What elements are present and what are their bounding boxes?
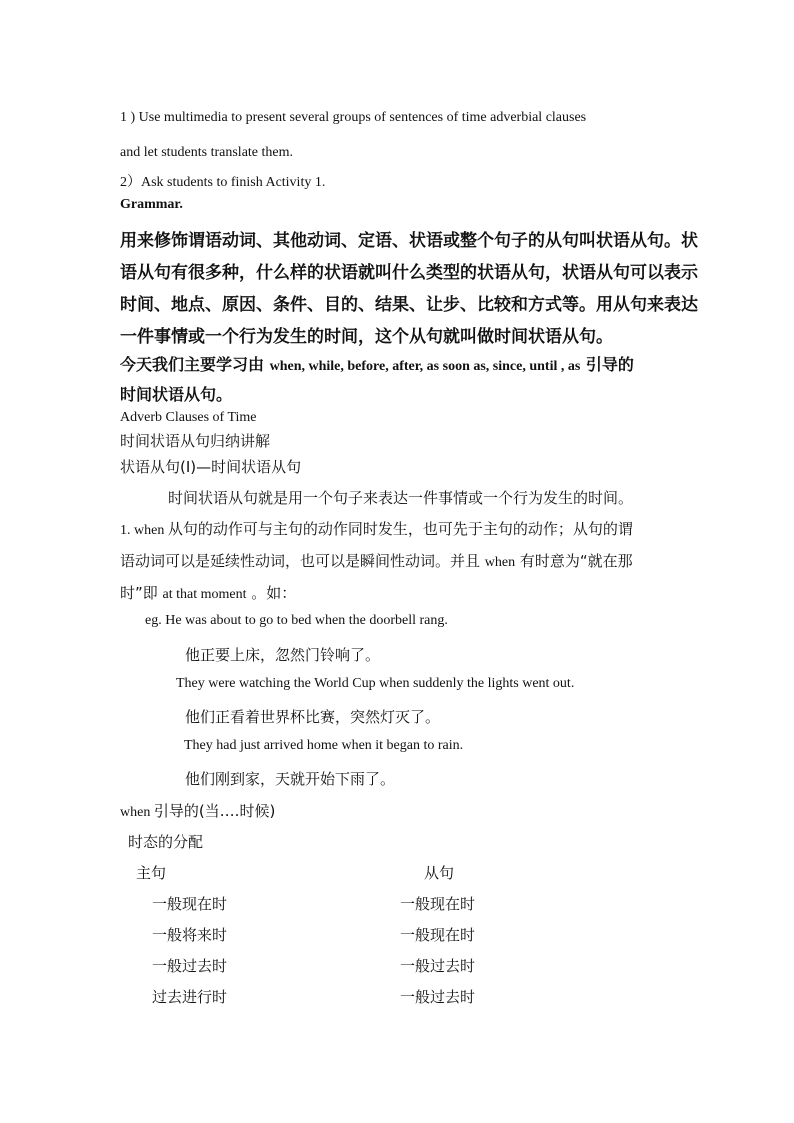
section-subtitle: 状语从句(Ⅰ)—时间状语从句 — [120, 458, 302, 476]
grammar-paragraph-line2: 语从句有很多种，什么样的状语就叫什么类型的状语从句，状语从句可以表示 — [120, 263, 698, 283]
point1-line1-cn: 从句的动作可与主句的动作同时发生，也可先于主句的动作；从句的谓 — [167, 520, 633, 538]
step1-line2: and let students translate them. — [120, 145, 294, 160]
point1-line1 — [120, 518, 633, 539]
section-definition: 时间状语从句就是用一个句子来表达一件事情或一个行为发生的时间。 — [168, 489, 634, 507]
point1-line2-cn2: 有时意为“就在那 — [515, 552, 633, 570]
tense-header-main: 主句 — [136, 864, 167, 882]
grammar-paragraph-line3: 时间、地点、原因、条件、目的、结果、让步、比较和方式等。用从句来表达 — [120, 295, 698, 315]
when-note — [120, 800, 275, 821]
tense-row-sub: 一般过去时 — [400, 957, 476, 975]
point1-line3 — [120, 582, 296, 603]
point1-line3-cn: 时”即 — [120, 584, 163, 602]
example-2-cn: 他们正看着世界杯比赛，突然灯灭了。 — [185, 708, 441, 726]
section-title-en: Adverb Clauses of Time — [120, 410, 257, 425]
point1-line2-cn: 语动词可以是延续性动词，也可以是瞬间性动词。并且 — [120, 552, 485, 570]
example-1-cn: 他正要上床，忽然门铃响了。 — [185, 646, 381, 664]
today-line1 — [120, 352, 634, 375]
example-3-cn: 他们刚到家，天就开始下雨了。 — [185, 770, 396, 788]
tense-row-main: 一般现在时 — [152, 895, 228, 913]
point1-line1-en: 1. when — [120, 523, 168, 538]
tense-table-title: 时态的分配 — [128, 833, 204, 851]
tense-row-main: 一般过去时 — [152, 957, 228, 975]
step1-line1: 1 ) Use multimedia to present several groups of sentences of time adverbial clauses — [120, 110, 587, 125]
tense-row-sub: 一般现在时 — [400, 895, 476, 913]
today-line1-cn: 今天我们主要学习由 — [120, 355, 270, 374]
point1-line3-cn2: 。如： — [246, 584, 297, 602]
point1-line2 — [120, 550, 633, 571]
example-3-en: They had just arrived home when it began to rain. — [184, 738, 464, 753]
today-line1-en: when, while, before, after, as soon as, since, until , as — [269, 359, 581, 374]
point1-line2-en: when — [484, 555, 516, 570]
step2-line: 2）Ask students to finish Activity 1. — [120, 175, 326, 190]
today-line2: 时间状语从句。 — [120, 385, 233, 404]
tense-row-main: 过去进行时 — [152, 988, 228, 1006]
section-title-cn: 时间状语从句归纳讲解 — [120, 432, 271, 450]
example-1-en: eg. He was about to go to bed when the doorbell rang. — [145, 613, 448, 628]
tense-row-main: 一般将来时 — [152, 926, 228, 944]
grammar-heading: Grammar. — [120, 197, 183, 212]
point1-line3-en: at that moment — [162, 587, 247, 602]
grammar-paragraph-line4: 一件事情或一个行为发生的时间，这个从句就叫做时间状语从句。 — [120, 327, 613, 347]
tense-row-sub: 一般现在时 — [400, 926, 476, 944]
today-line1-cn2: 引导的 — [580, 355, 634, 374]
tense-header-sub: 从句 — [424, 864, 455, 882]
when-note-cn: 引导的(当….时候) — [153, 802, 276, 820]
tense-row-sub: 一般过去时 — [400, 988, 476, 1006]
example-2-en: They were watching the World Cup when suddenly the lights went out. — [176, 676, 575, 691]
when-note-en: when — [120, 805, 154, 820]
grammar-paragraph-line1: 用来修饰谓语动词、其他动词、定语、状语或整个句子的从句叫状语从句。状 — [120, 231, 698, 251]
